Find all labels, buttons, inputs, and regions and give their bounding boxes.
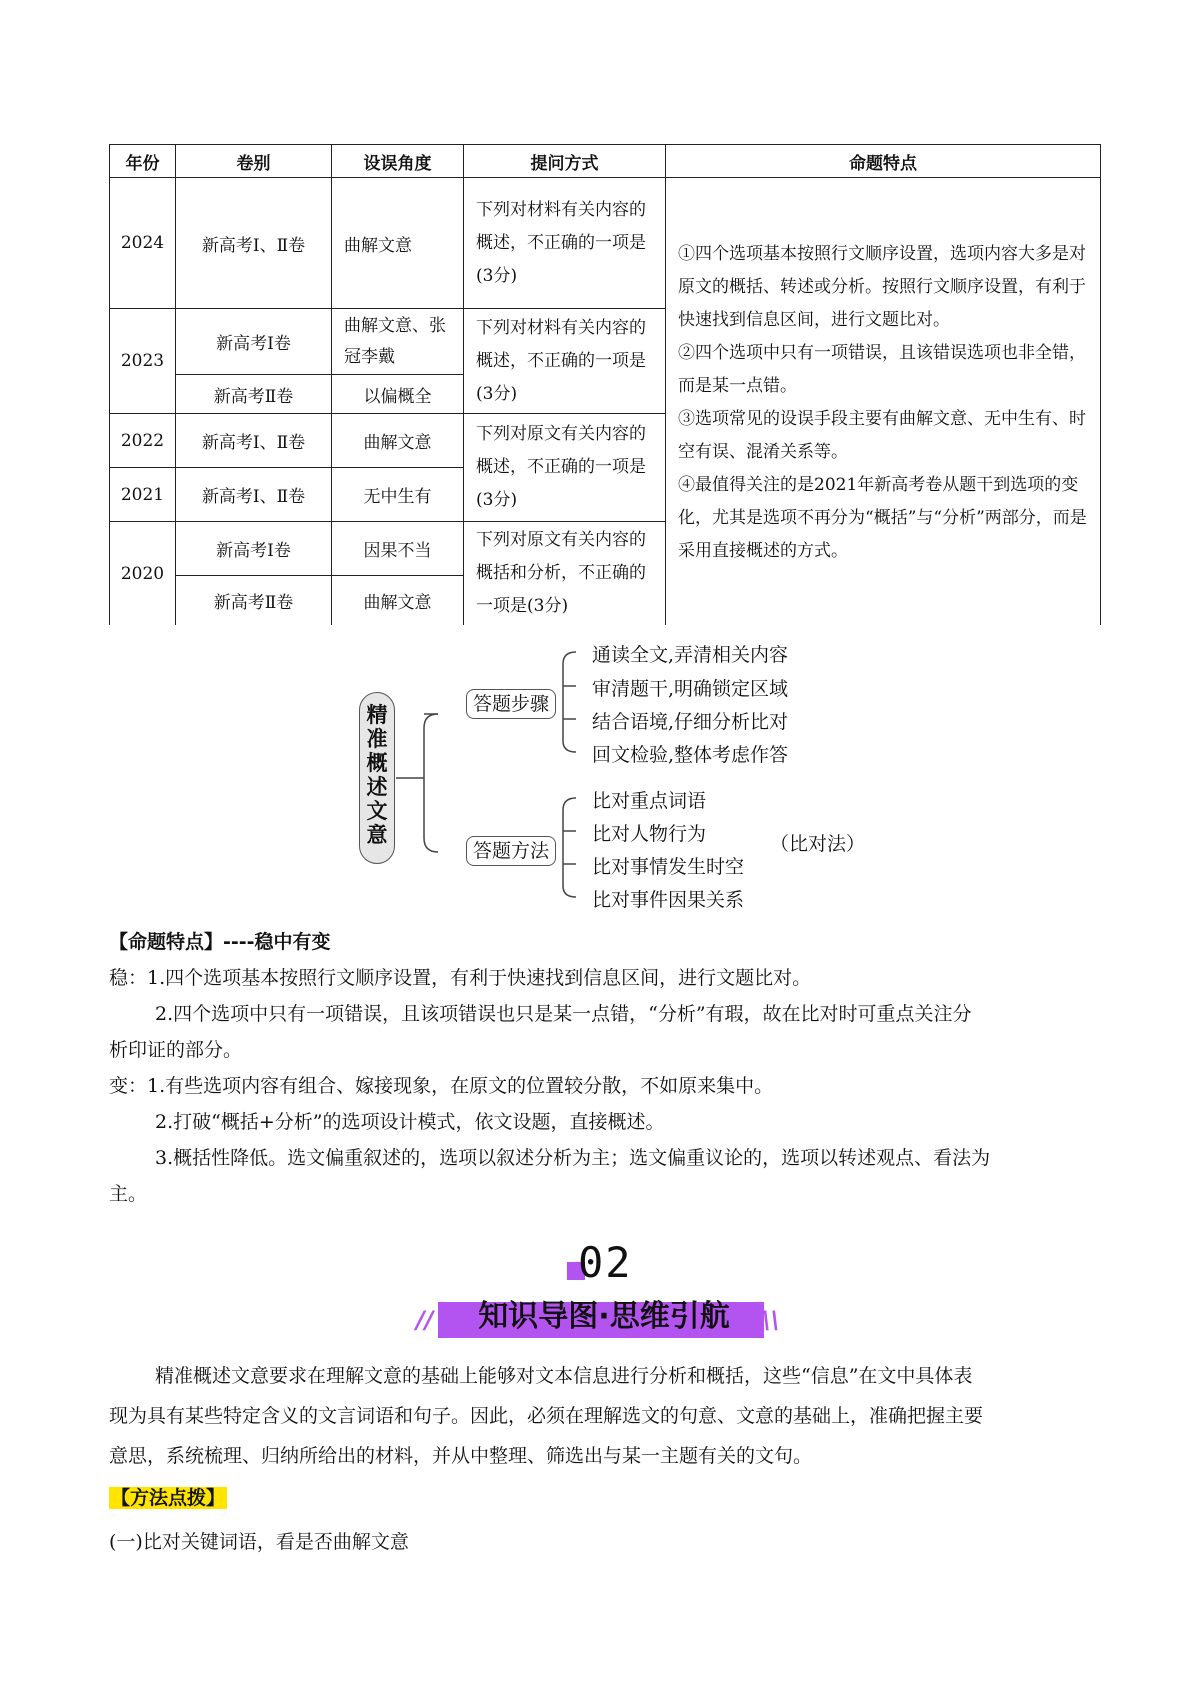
section-title: 知识导图·思维引航 [478, 1299, 730, 1334]
feature-item: ④最值得关注的是2021年新高考卷从题干到选项的变化，尤其是选项不再分为“概括”与“分析”两部分，而是采用直接概述的方式。 [678, 475, 1087, 561]
feature-item: ①四个选项基本按照行文顺序设置，选项内容大多是对原文的概括、转述或分析。按照行文顺序设置，有利于快速找到信息区间，进行文题比对。 [678, 244, 1086, 330]
section-title-features [109, 924, 1100, 960]
section-number: 02 [578, 1238, 633, 1287]
header-angle: 设误角度 [332, 145, 464, 178]
method-tag: 【方法点拨】 [111, 1487, 226, 1509]
stable-label: 稳： [109, 967, 148, 989]
root-char: 概 [366, 751, 388, 775]
root-char: 意 [366, 823, 388, 847]
mindmap-leaf: 比对重点词语 [592, 790, 707, 812]
cell-paper: 新高考Ⅰ卷 [176, 309, 332, 375]
cell-paper: 新高考Ⅰ卷 [176, 522, 332, 576]
method-tag-line [109, 1480, 1100, 1516]
root-char: 文 [366, 799, 388, 823]
mindmap-leaf: 回文检验,整体考虑作答 [592, 744, 789, 766]
cell-angle: 曲解文意 [332, 178, 464, 309]
cell-paper: 新高考Ⅰ、Ⅱ卷 [176, 414, 332, 468]
cell-year: 2024 [110, 178, 176, 309]
mindmap-branch-methods: 答题方法 [466, 836, 556, 866]
mindmap-leaf: 比对人物行为 [592, 823, 707, 845]
intro-line-1: 精准概述文意要求在理解文意的基础上能够对文本信息进行分析和概括，这些“信息”在文中具体表 [155, 1365, 973, 1387]
mindmap-branch-steps: 答题步骤 [466, 689, 556, 719]
features-heading-suffix: ----稳中有变 [223, 931, 331, 953]
mindmap-root [359, 692, 395, 864]
change-line-2: 2.打破“概括+分析”的选项设计模式，依文设题，直接概述。 [155, 1111, 665, 1133]
cell-angle: 因果不当 [332, 522, 464, 576]
subheading-1: (一)比对关键词语，看是否曲解文意 [109, 1531, 409, 1553]
cell-paper: 新高考Ⅱ卷 [176, 375, 332, 414]
cell-paper: 新高考Ⅰ、Ⅱ卷 [176, 178, 332, 309]
change-line-3: 3.概括性降低。选文偏重叙述的，选项以叙述分析为主；选文偏重议论的，选项以转述观点、看法为 [155, 1147, 991, 1169]
cell-year: 2020 [110, 522, 176, 626]
cell-angle: 以偏概全 [332, 375, 464, 414]
stable-line-3: 析印证的部分。 [109, 1039, 243, 1061]
header-features: 命题特点 [666, 145, 1101, 178]
root-char: 精 [366, 703, 388, 727]
change-line-1 [109, 1068, 1100, 1104]
mindmap-leaf: 比对事情发生时空 [592, 856, 745, 878]
header-ask: 提问方式 [464, 145, 666, 178]
cell-ask: 下列对材料有关内容的概述，不正确的一项是(3分) [464, 309, 666, 414]
cell-paper: 新高考Ⅱ卷 [176, 576, 332, 626]
mindmap-leaf: 结合语境,仔细分析比对 [592, 711, 789, 733]
cell-year: 2021 [110, 468, 176, 522]
mindmap-leaf: 通读全文,弄清相关内容 [592, 644, 789, 666]
intro-line-2: 现为具有某些特定含义的文言词语和句子。因此，必须在理解选文的句意、文意的基础上，准确把握主要 [109, 1405, 984, 1427]
features-heading: 【命题特点】 [109, 931, 224, 953]
cell-angle: 曲解文意 [332, 414, 464, 468]
feature-item: ②四个选项中只有一项错误，且该错误选项也非全错，而是某一点错。 [678, 343, 1086, 396]
change-label: 变： [109, 1075, 148, 1097]
stable-line-1 [109, 960, 1100, 996]
mindmap-leaf: 比对事件因果关系 [592, 889, 745, 911]
cell-ask: 下列对原文有关内容的概括和分析，不正确的一项是(3分) [464, 522, 666, 626]
intro-line-3: 意思，系统梳理、归纳所给出的材料，并从中整理、筛选出与某一主题有关的文句。 [109, 1445, 813, 1467]
mindmap-leaf: 审清题干,明确锁定区域 [592, 678, 789, 700]
header-year: 年份 [110, 145, 176, 178]
slash-decoration-left: // [416, 1306, 434, 1334]
root-char: 述 [366, 775, 388, 799]
cell-angle: 曲解文意、张冠李戴 [332, 309, 464, 375]
header-paper: 卷别 [176, 145, 332, 178]
feature-item: ③选项常见的设误手段主要有曲解文意、无中生有、时空有误、混淆关系等。 [678, 409, 1086, 462]
slash-decoration-right: \\ [762, 1306, 780, 1334]
stable-line-2: 2.四个选项中只有一项错误，且该项错误也只是某一点错，“分析”有瑕，故在比对时可重点关注分 [155, 1003, 972, 1025]
cell-ask: 下列对材料有关内容的概述，不正确的一项是(3分) [464, 178, 666, 309]
cell-angle: 曲解文意 [332, 576, 464, 626]
root-char: 准 [366, 727, 388, 751]
cell-ask: 下列对原文有关内容的概述，不正确的一项是(3分) [464, 414, 666, 522]
mindmap-method-note: （比对法） [770, 833, 866, 855]
cell-angle: 无中生有 [332, 468, 464, 522]
cell-year: 2023 [110, 309, 176, 414]
cell-year: 2022 [110, 414, 176, 468]
cell-paper: 新高考Ⅰ、Ⅱ卷 [176, 468, 332, 522]
stable-text: 1.四个选项基本按照行文顺序设置，有利于快速找到信息区间，进行文题比对。 [147, 967, 812, 989]
change-line-4: 主。 [109, 1183, 148, 1205]
change-text: 1.有些选项内容有组合、嫁接现象，在原文的位置较分散，不如原来集中。 [147, 1075, 774, 1097]
